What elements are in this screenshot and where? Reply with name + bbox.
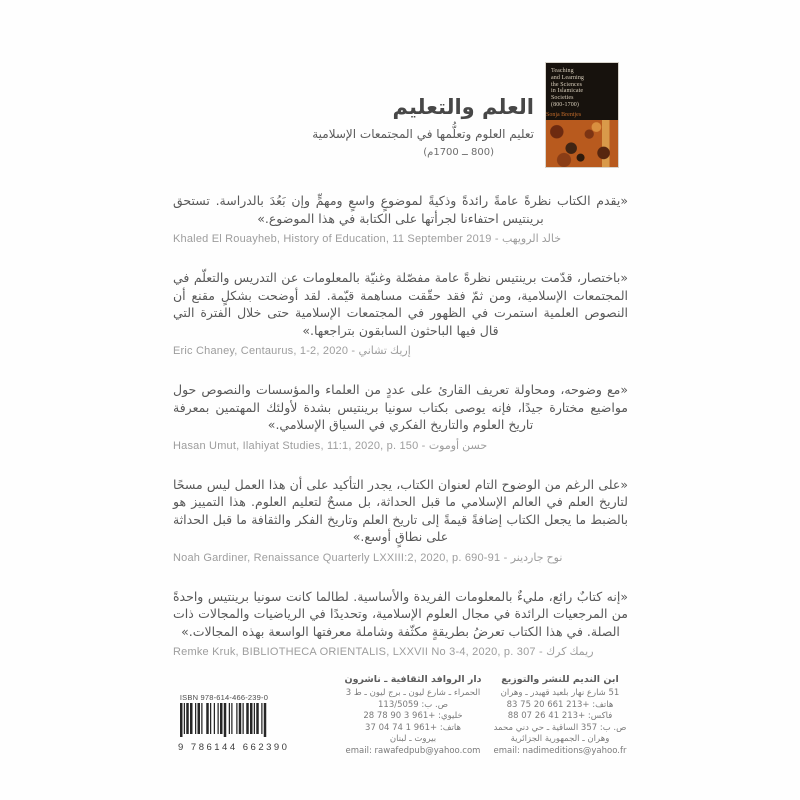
publisher-detail-line: وهران ـ الجمهورية الجزائرية — [510, 734, 610, 744]
front-cover-thumbnail — [546, 63, 618, 167]
publisher-detail-line: بيروت ـ لبنان — [389, 734, 437, 744]
barcode-bars-image — [178, 703, 270, 737]
quote-attribution: Eric Chaney, Centaurus, 1-2, 2020 - إريك تشاني — [173, 345, 411, 357]
book-date-range: (800 ــ 1700م) — [423, 147, 494, 158]
quote-block — [173, 192, 628, 246]
quote-block — [173, 588, 628, 660]
cover-title-line: and Learning — [551, 74, 585, 81]
quote-text: «إنه كتابٌ رائع، مليءٌ بالمعلومات الفريدة والأساسية. لطالما كانت سونيا برينتيس واحدةً من المرجعيات الرائدة في مجال العلوم الإسلامية، وتحديدًا في الرياضيات والمجالات ذات الصلة. في هذا الكتاب تعرضُ بطريقةٍ مكثّفة وشاملة معرفتها الواسعة بهذه المجالات.» — [173, 588, 628, 639]
cover-title-line: (800-1700) — [551, 101, 579, 108]
publisher-column-rawafed — [338, 674, 488, 757]
publisher-name: ابن النديم للنشر والتوزيع — [501, 674, 619, 685]
quote-text: «باختصار، قدّمت برينتيس نظرةً عامة مفصّلة وغنيّة بالمعلومات عن التدريس والتعلّم في المجتمعات الإسلامية، ومن ثمّ فقد حقّقت مساهمة قيّمة. لقد أوضحت بشكلٍ مقنع أن النصوص العلمية استمرت في الظهور في المجتمعات الإسلامية حتى خلال الفترة التي قال فيها الباحثون السابقون بتراجعها.» — [173, 270, 628, 338]
quote-text: «على الرغم من الوضوح التام لعنوان الكتاب، يجدر التأكيد على أن هذا العمل ليس مسحًا لتاريخ العلم في العالم الإسلامي ما قبل الحداثة، بل مسحٌ لتعليم العلوم. هذا التمييز هو بالضبط ما يجعل الكتاب إضافةً قيمةً إلى تاريخ العلم وتاريخ الفكر والثقافة ما قبل الحداثة على نطاقٍ أوسع.» — [173, 476, 628, 544]
cover-thumbnail-title — [546, 63, 618, 109]
cover-title-line: Societies — [551, 95, 574, 102]
publisher-details — [490, 688, 630, 757]
publisher-detail-line: 51 شارع نهار بلعيد قهيدر ـ وهران — [500, 688, 620, 698]
publisher-detail-line: خليوي: +961 3 90 78 28 — [363, 711, 463, 721]
book-subtitle: تعليم العلوم وتعلُّمها في المجتمعات الإسلامية — [312, 127, 534, 141]
quote-attribution: Remke Kruk, BIBLIOTHECA ORIENTALIS, LXXVII No 3-4, 2020, p. 307 - ريمك كرك — [173, 646, 594, 658]
publisher-detail-line: ص. ب: 357 الساقية ـ حي دني محمد — [493, 722, 627, 733]
cover-title-line: Teaching — [551, 68, 574, 74]
quote-attribution: Khaled El Rouayheb, History of Education, 11 September 2019 - خالد الرويهب — [173, 233, 562, 245]
isbn-barcode — [178, 693, 290, 753]
quote-text: «مع وضوحه، ومحاولة تعريف القارئ على عددٍ من العلماء والمؤسسات والنصوص حول مواضيع مختارة جيدًا، فإنه يوصى بكتاب سونيا برينتيس بشدة لأولئك المهتمين بمعرفة تاريخ العلوم والتاريخ الفكري في السياق الإسلامي.» — [173, 382, 628, 432]
publisher-detail-line: email: rawafedpub@yahoo.com — [345, 745, 481, 756]
quote-block — [173, 381, 628, 453]
publisher-detail-line: الحمراء ـ شارع ليون ـ برج ليون ـ ط 3 — [345, 688, 481, 698]
publisher-detail-line: فاكس: +213 41 26 07 88 — [507, 711, 613, 721]
quote-block — [173, 476, 628, 565]
publisher-column-ibn-nadim — [490, 674, 630, 757]
cover-title-line: the Sciences — [551, 81, 583, 88]
publisher-detail-line: ص. ب: 113/5059 — [378, 699, 448, 710]
quote-attribution: Hasan Umut, Ilahiyat Studies, 11:1, 2020, p. 150 - حسن أوموت — [173, 439, 488, 452]
title-block — [312, 94, 534, 158]
publisher-name: دار الروافد الثقافية ـ ناشرون — [344, 674, 482, 685]
cover-author: Sonja Brentjes — [546, 111, 582, 118]
review-quotes — [173, 192, 628, 682]
quote-attribution: Noah Gardiner, Renaissance Quarterly LXXIII:2, 2020, p. 690-91 - نوح جاردينر — [173, 551, 563, 564]
book-title: العلم والتعليم — [392, 95, 534, 119]
miniature-painting-image — [546, 120, 618, 167]
quote-text: «يقدم الكتاب نظرةً عامةً رائدةً وذكيةً لموضوعٍ واسعٍ ومهمٍّ وإن بَعُدَ بالدراسة. تستحق برينتيس احتفاءنا لجرأتها على الكتابة في هذا الموضوع.» — [173, 193, 628, 226]
publisher-details — [338, 688, 488, 757]
publisher-detail-line: هاتف: +213 661 20 75 83 — [506, 699, 614, 710]
publisher-detail-line: email: nadimeditions@yahoo.fr — [493, 745, 627, 756]
barcode-digits: 9 786144 662390 — [178, 742, 290, 753]
cover-title-line: in Islamicate — [551, 88, 584, 95]
quote-block — [173, 269, 628, 358]
isbn-label: ISBN 978-614-466-239-0 — [179, 693, 269, 702]
publisher-detail-line: هاتف: +961 1 74 04 37 — [365, 722, 461, 733]
